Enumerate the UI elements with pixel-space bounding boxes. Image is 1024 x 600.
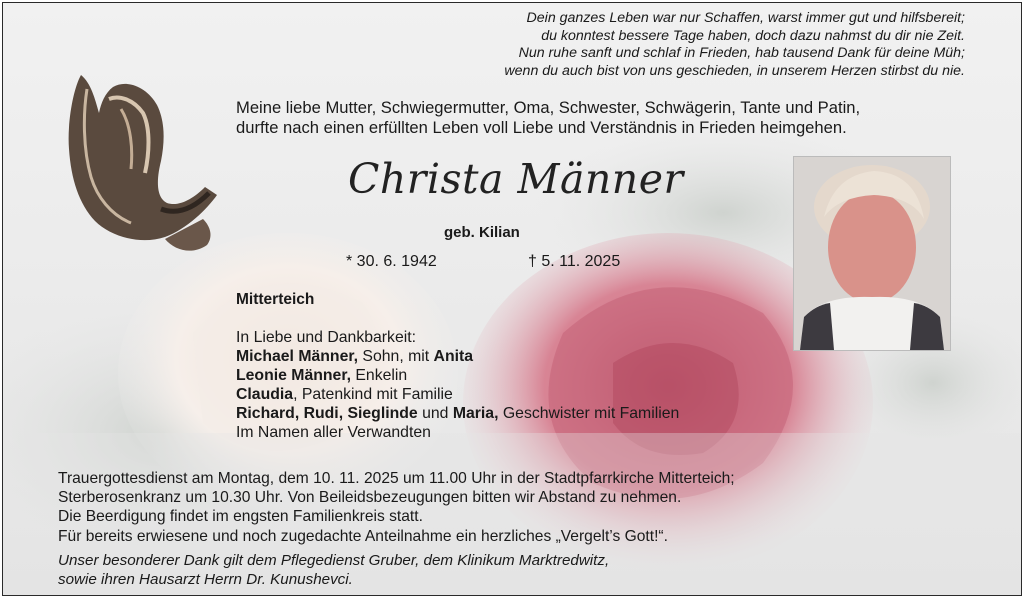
mourners-list bbox=[236, 328, 679, 442]
mourner-line: Im Namen aller Verwandten bbox=[236, 424, 431, 441]
birth-date: * 30. 6. 1942 bbox=[346, 253, 437, 270]
thanks-line: sowie ihren Hausarzt Herrn Dr. Kunushevci. bbox=[58, 570, 353, 588]
mourner-name: Leonie Männer, bbox=[236, 367, 351, 384]
service-info bbox=[58, 469, 735, 546]
poem-line: Dein ganzes Leben war nur Schaffen, warst immer gut und hilfsbereit; bbox=[526, 10, 965, 26]
maiden-name: geb. Kilian bbox=[444, 224, 520, 241]
mourner-name: Maria, bbox=[452, 405, 499, 422]
service-line: Die Beerdigung findet im engsten Familienkreis statt. bbox=[58, 508, 423, 526]
poem-line: du konntest bessere Tage haben, doch dazu nahmst du dir nie Zeit. bbox=[541, 27, 965, 44]
mourner-line bbox=[236, 366, 679, 385]
thanks-note bbox=[58, 552, 609, 589]
praying-hands-icon bbox=[61, 69, 221, 259]
thanks-line: Unser besonderer Dank gilt dem Pflegedienst Gruber, dem Klinikum Marktredwitz, bbox=[58, 552, 610, 569]
mourner-relation: Sohn, mit bbox=[358, 348, 434, 365]
mourner-relation: , Patenkind mit Familie bbox=[293, 386, 453, 403]
mourner-line bbox=[236, 404, 679, 423]
mourner-relation: Enkelin bbox=[351, 367, 408, 384]
service-line: Für bereits erwiesene und noch zugedachte Anteilnahme ein herzliches „Vergelt’s Gott!“. bbox=[58, 527, 668, 545]
mourner-relation: Geschwister mit Familien bbox=[498, 405, 680, 422]
mourner-line bbox=[236, 385, 679, 404]
mourner-relation: und bbox=[417, 405, 453, 422]
poem-line: wenn du auch bist von uns geschieden, in unserem Herzen stirbst du nie. bbox=[504, 62, 965, 79]
poem bbox=[504, 10, 965, 80]
poem-line: Nun ruhe sanft und schlaf in Frieden, hab tausend Dank für deine Müh; bbox=[518, 45, 965, 61]
service-line: Sterberosenkranz um 10.30 Uhr. Von Beileidsbezeugungen bitten wir Abstand zu nehmen. bbox=[58, 489, 682, 507]
intro-text bbox=[236, 98, 860, 138]
mourner-name: Anita bbox=[433, 348, 474, 365]
mourner-name: Richard, Rudi, Sieglinde bbox=[236, 405, 418, 422]
death-date: † 5. 11. 2025 bbox=[528, 253, 621, 270]
intro-line: durfte nach einen erfüllten Leben voll Liebe und Verständnis in Frieden heimgehen. bbox=[236, 118, 847, 137]
mourner-name: Claudia bbox=[236, 386, 294, 403]
portrait-illustration bbox=[794, 157, 950, 350]
portrait-photo bbox=[793, 156, 951, 351]
place: Mitterteich bbox=[236, 291, 315, 308]
mourner-name: Michael Männer, bbox=[236, 348, 359, 365]
mourner-line bbox=[236, 347, 679, 366]
deceased-name: Christa Männer bbox=[348, 155, 684, 203]
service-line: Trauergottesdienst am Montag, dem 10. 11. 2025 um 11.00 Uhr in der Stadtpfarrkirche Mitterteich; bbox=[58, 470, 735, 487]
intro-line: Meine liebe Mutter, Schwiegermutter, Oma, Schwester, Schwägerin, Tante und Patin, bbox=[236, 98, 861, 117]
mourners-intro: In Liebe und Dankbarkeit: bbox=[236, 329, 417, 346]
obituary-card bbox=[2, 2, 1022, 596]
